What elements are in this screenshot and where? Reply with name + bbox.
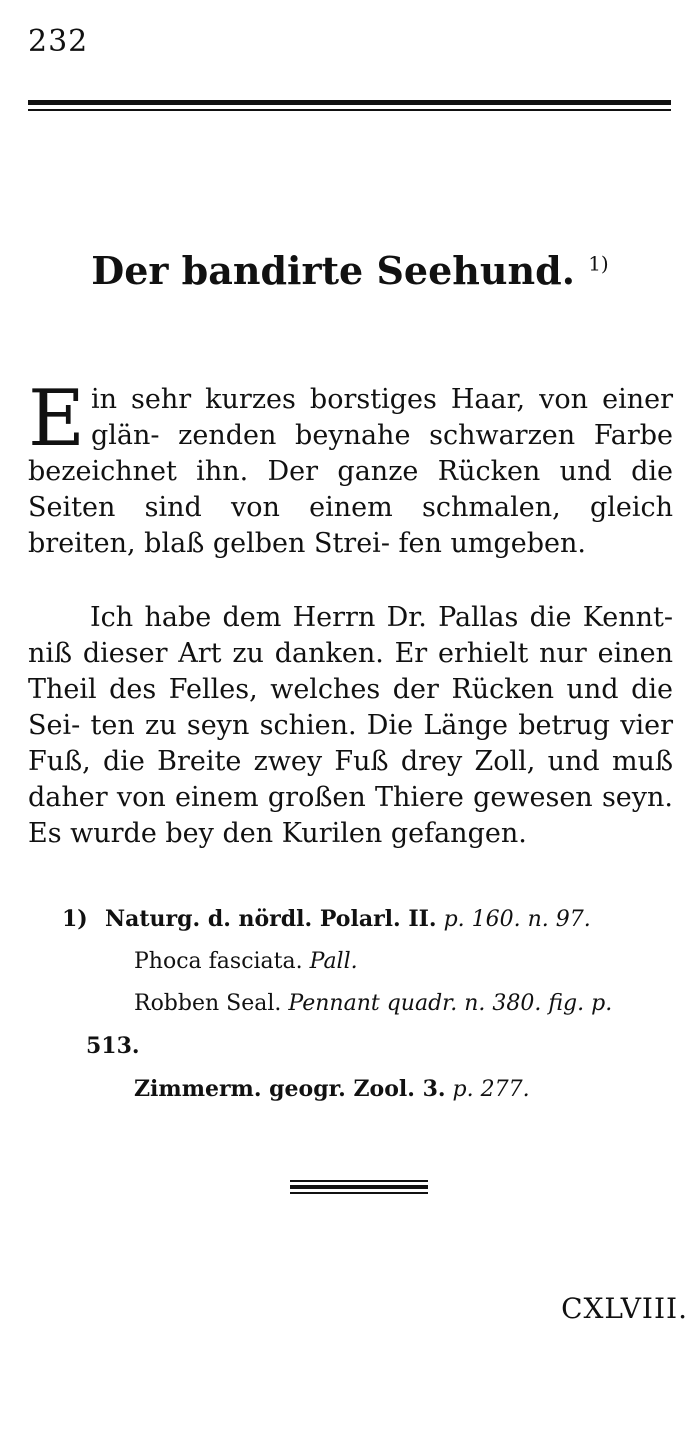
footnote-line-1 xyxy=(62,898,677,941)
footnote-line-4 xyxy=(62,1068,677,1111)
paragraph-1 xyxy=(28,374,673,562)
footnote-4-ref: p. 277. xyxy=(452,1077,530,1102)
top-rule xyxy=(28,100,671,116)
footnote-3-name: Robben Seal. xyxy=(134,991,282,1016)
heading-text: Der bandirte Seehund. xyxy=(91,248,575,293)
footnote-2-author: Pall. xyxy=(309,949,358,974)
bottom-rule-thin-bottom xyxy=(290,1192,428,1194)
bottom-rule-thin-top xyxy=(290,1180,428,1182)
drop-cap: E xyxy=(28,374,85,464)
footnote-line-3-cont xyxy=(62,1025,677,1068)
heading-footnote-ref: 1) xyxy=(588,251,609,276)
footnote-line-2 xyxy=(62,941,677,983)
footnotes xyxy=(62,898,677,1111)
footnote-marker: 1) xyxy=(62,906,88,932)
footnote-4-title: Zimmerm. geogr. Zool. 3. xyxy=(134,1076,446,1102)
top-rule-thin xyxy=(28,109,671,111)
footnote-2-name: Phoca fasciata. xyxy=(134,949,303,974)
paragraph-2: Ich habe dem Herrn Dr. Pallas die Kennt- niß dieser Art zu danken. Er erhielt nur einen Theil des Felles, welches der Rücken und die Sei- ten zu seyn schien. Die Länge betrug vier Fuß, die Breite zwey Fuß drey Zoll, und muß daher von einem großen Thiere gewesen seyn. Es wurde bey den Kurilen gefangen. xyxy=(28,602,673,849)
top-rule-thick xyxy=(28,100,671,105)
footnote-1-title: Naturg. d. nördl. Polarl. II. xyxy=(105,906,437,932)
chapter-heading xyxy=(0,248,700,293)
page-number: 232 xyxy=(28,24,89,59)
footnote-line-3 xyxy=(62,983,677,1025)
bottom-rule-thick xyxy=(290,1185,428,1189)
footnote-3-ref: Pennant quadr. n. 380. fig. p. xyxy=(288,991,613,1016)
footnote-1-ref: p. 160. n. 97. xyxy=(443,907,591,932)
catchword: CXLVIII. xyxy=(561,1292,688,1325)
footnote-3-cont: 513. xyxy=(86,1033,140,1059)
bottom-rule xyxy=(290,1180,428,1194)
paragraph-1-text: in sehr kurzes borstiges Haar, von einer glän- zenden beynahe schwarzen Farbe bezeichnet ihn. Der ganze Rücken und die Seiten sind von einem schmalen, gleich breiten, blaß gelben Strei- fen umgeben. xyxy=(28,384,673,559)
